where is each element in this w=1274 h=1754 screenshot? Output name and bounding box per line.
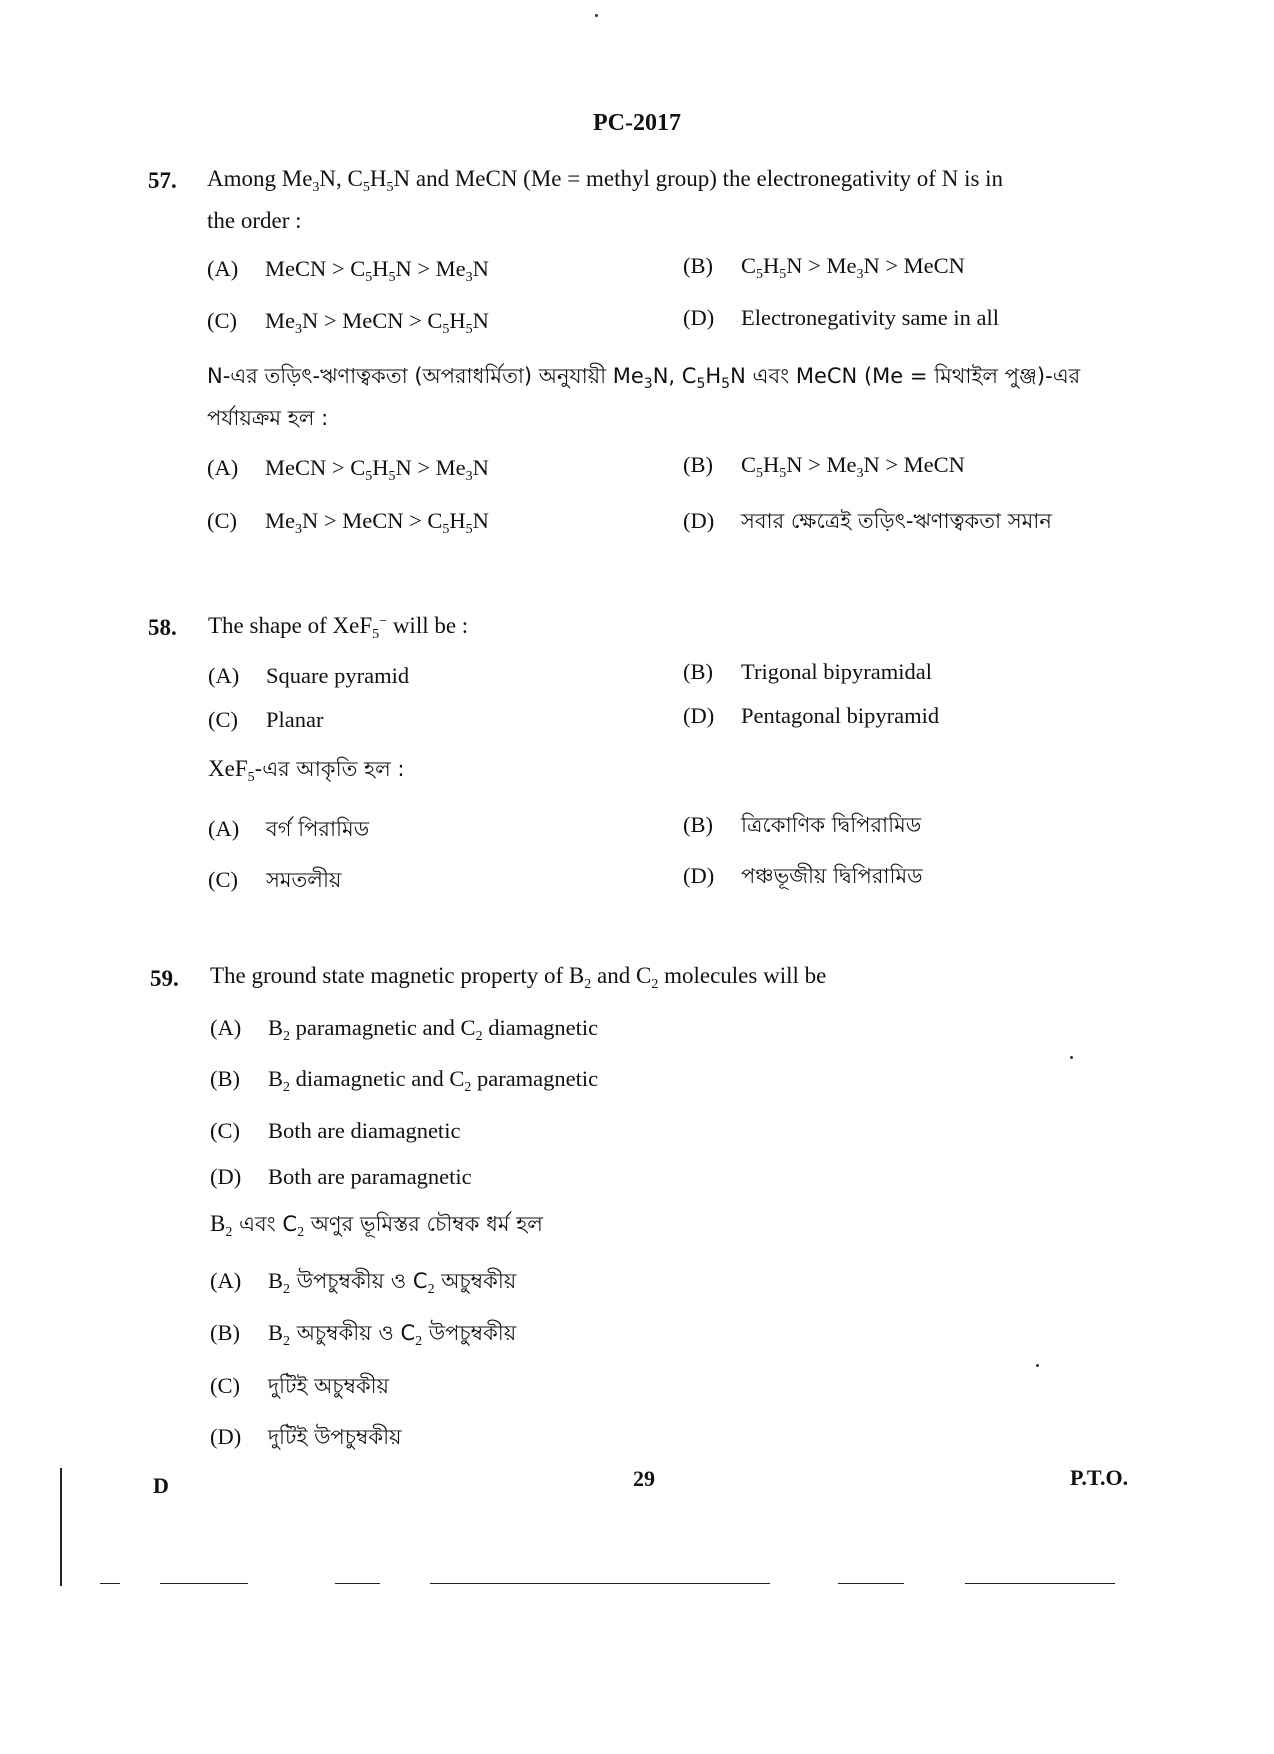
bottom-rule xyxy=(100,1583,120,1584)
margin-bar xyxy=(60,1468,62,1586)
question-57-stem-en: Among $Me_3N$, $C_5H_5N$ and MeCN (Me = methyl group) the electronegativity of N is in the order : xyxy=(207,166,1004,233)
bottom-rule xyxy=(965,1583,1115,1584)
question-58-option-c-bn: (C) সমতলীয় xyxy=(208,867,342,892)
question-59-option-d-bn: (D) দুটিই উপচুম্বকীয় xyxy=(210,1424,402,1449)
question-59-option-d-en: (D) Both are paramagnetic xyxy=(210,1164,472,1189)
question-59-number: 59. xyxy=(150,966,179,991)
footer-pto: P.T.O. xyxy=(1070,1465,1129,1490)
question-57-option-b-bn: (B) $C_5H_5N > Me_3N$ > MeCN xyxy=(683,452,965,481)
question-58-stem-bn: XeF$_5$-এর আকৃতি হল : xyxy=(208,756,405,785)
bottom-rule xyxy=(838,1583,904,1584)
question-58-option-a-bn: (A) বর্গ পিরামিড xyxy=(208,816,370,841)
question-57-option-a-en: (A) MeCN > $C_5H_5N > Me_3N$ xyxy=(207,256,489,285)
question-57-option-d-bn: (D) সবার ক্ষেত্রেই তড়িৎ-ঋণাত্বকতা সমান xyxy=(683,508,1052,533)
question-57-option-c-en: (C) $Me_3N$ > MeCN > $C_5H_5N$ xyxy=(207,308,489,337)
question-59-option-b-bn: (B) $B_2$ অচুম্বকীয় ও $C_2$ উপচুম্বকীয় xyxy=(210,1320,517,1349)
bottom-rule xyxy=(430,1583,770,1584)
question-59-option-b-en: (B) $B_2$ diamagnetic and $C_2$ paramagnetic xyxy=(210,1066,599,1095)
scan-speck xyxy=(595,14,598,17)
question-59-option-c-en: (C) Both are diamagnetic xyxy=(210,1118,461,1143)
question-57-option-b-en: (B) $C_5H_5N > Me_3N$ > MeCN xyxy=(683,253,965,282)
question-58-option-b-bn: (B) ত্রিকোণিক দ্বিপিরামিড xyxy=(683,812,922,837)
question-57-number: 57. xyxy=(148,168,177,193)
question-58-number: 58. xyxy=(148,615,177,640)
scan-speck xyxy=(1036,1364,1039,1367)
question-57-option-c-bn: (C) $Me_3N$ > MeCN > $C_5H_5N$ xyxy=(207,508,489,537)
question-59-stem-bn: $B_2$ এবং $C_2$ অণুর ভূমিস্তর চৌম্বক ধর্ম হল xyxy=(210,1211,543,1240)
question-57-option-d-en: (D) Electronegativity same in all xyxy=(683,305,1000,330)
page-header-code: PC-2017 xyxy=(593,110,681,136)
question-58-option-d-en: (D) Pentagonal bipyramid xyxy=(683,703,940,728)
question-57-stem-bn: N-এর তড়িৎ-ঋণাত্বকতা (অপরাধর্মিতা) অনুযায়ী $Me_3N$, $C_5H_5N$ এবং MeCN (Me = মিথাইল পুঞ্জ)-এর পর্যায়ক্রম হল : xyxy=(207,364,1081,430)
bottom-rule xyxy=(335,1583,380,1584)
scan-speck xyxy=(1070,1056,1073,1059)
question-58-option-a-en: (A) Square pyramid xyxy=(208,663,410,688)
question-58-option-d-bn: (D) পঞ্চভূজীয় দ্বিপিরামিড xyxy=(683,863,923,888)
question-59-stem-en: The ground state magnetic property of $B_2$ and $C_2$ molecules will be xyxy=(210,963,827,992)
question-59-option-a-en: (A) $B_2$ paramagnetic and $C_2$ diamagnetic xyxy=(210,1015,599,1044)
footer-page-number: 29 xyxy=(633,1466,655,1491)
question-59-option-c-bn: (C) দুটিই অচুম্বকীয় xyxy=(210,1373,390,1398)
footer-set-code: D xyxy=(153,1473,169,1498)
question-57-option-a-bn: (A) MeCN > $C_5H_5N > Me_3N$ xyxy=(207,455,489,484)
question-58-stem-en: The shape of XeF$_5$− will be : xyxy=(208,613,469,642)
question-59-option-a-bn: (A) $B_2$ উপচুম্বকীয় ও $C_2$ অচুম্বকীয় xyxy=(210,1268,517,1297)
question-58-option-b-en: (B) Trigonal bipyramidal xyxy=(683,659,933,684)
bottom-rule xyxy=(160,1583,248,1584)
question-58-option-c-en: (C) Planar xyxy=(208,707,324,732)
